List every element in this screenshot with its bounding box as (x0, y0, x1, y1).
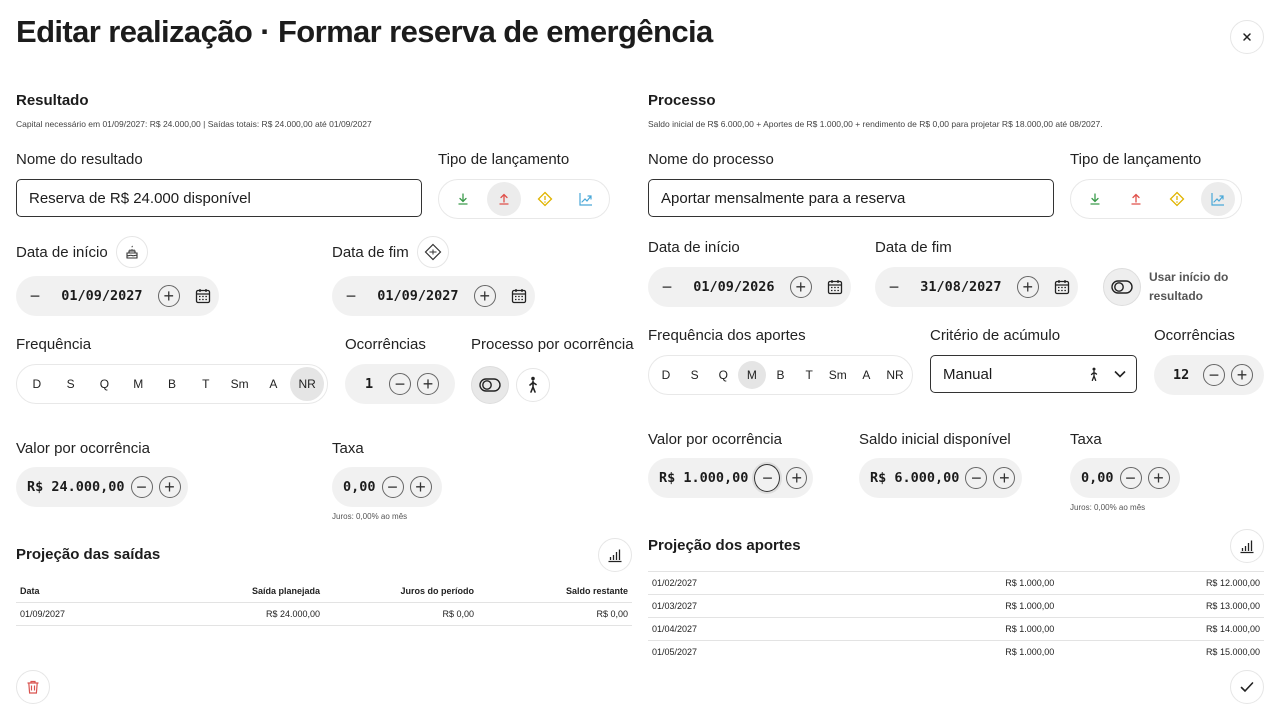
frequency-option-s[interactable]: S (66, 377, 75, 391)
minus-button[interactable]: − (345, 286, 357, 306)
criterion-value: Manual (943, 365, 993, 383)
frequency-option-a[interactable]: A (269, 377, 278, 391)
minus-button[interactable]: − (382, 476, 404, 498)
result-projection-table (16, 580, 632, 626)
process-rate-label: Taxa (1070, 431, 1102, 448)
initial-balance-label: Saldo inicial disponível (859, 431, 1011, 448)
type-warning-option[interactable] (1160, 182, 1194, 216)
result-rate-value: 0,00 (343, 479, 376, 495)
result-start-label: Data de início (16, 243, 108, 261)
warning-diamond-icon (1169, 191, 1185, 207)
process-start-label: Data de início (648, 239, 740, 256)
plus-button[interactable]: + (790, 276, 812, 298)
plus-button[interactable]: + (159, 476, 181, 498)
initial-balance-field[interactable] (859, 458, 1022, 498)
table-cell: R$ 1.000,00 (1005, 601, 1055, 611)
frequency-option-nr[interactable]: NR (290, 367, 324, 401)
result-type-label: Tipo de lançamento (438, 151, 570, 168)
frequency-option-d[interactable]: D (32, 377, 42, 391)
result-name-input[interactable]: Reserva de R$ 24.000 disponível (16, 179, 422, 217)
close-icon (1241, 31, 1253, 43)
table-cell: 01/03/2027 (652, 601, 698, 611)
frequency-option-q[interactable]: Q (718, 368, 728, 382)
chevron-down-icon (1114, 370, 1126, 378)
toggle-icon (479, 378, 501, 392)
bar-chart-icon (1239, 538, 1255, 554)
minus-button[interactable]: − (131, 476, 153, 498)
type-income-option[interactable] (446, 182, 480, 216)
result-occurrences-stepper[interactable] (345, 364, 455, 404)
use-result-start-label-line1: Usar início do (1149, 270, 1229, 284)
cake-icon (124, 244, 140, 260)
frequency-option-t[interactable]: T (202, 377, 210, 391)
initial-balance-value: R$ 6.000,00 (870, 470, 960, 486)
frequency-option-a[interactable]: A (862, 368, 871, 382)
frequency-option-s[interactable]: S (690, 368, 699, 382)
person-button[interactable] (516, 368, 550, 402)
plus-button[interactable]: + (158, 285, 180, 307)
bar-chart-icon (607, 547, 623, 563)
process-value-field[interactable] (648, 458, 813, 498)
frequency-option-sm[interactable]: Sm (230, 377, 249, 391)
result-projection-title: Projeção das saídas (16, 546, 161, 563)
trash-icon (25, 679, 41, 695)
type-invest-option[interactable] (569, 182, 603, 216)
result-value-amount: R$ 24.000,00 (27, 479, 125, 495)
process-type-label: Tipo de lançamento (1070, 151, 1202, 168)
table-row (648, 595, 1264, 618)
result-start-date-field[interactable] (16, 276, 219, 316)
column-header: Saldo restante (565, 586, 628, 596)
table-cell: R$ 0,00 (442, 609, 474, 619)
table-cell: R$ 24.000,00 (265, 609, 320, 619)
frequency-option-m[interactable]: M (738, 361, 766, 389)
process-end-date-value: 31/08/2027 (920, 279, 1002, 295)
process-rate-value: 0,00 (1081, 470, 1114, 486)
result-value-label: Valor por ocorrência (16, 440, 150, 457)
table-cell: 01/02/2027 (652, 578, 698, 588)
frequency-option-d[interactable]: D (661, 368, 671, 382)
arrow-down-icon (456, 192, 470, 206)
minus-button[interactable]: − (965, 467, 987, 489)
frequency-option-b[interactable]: B (776, 368, 785, 382)
result-start-date-value: 01/09/2027 (61, 288, 143, 304)
column-header: Saída planejada (251, 586, 320, 596)
walking-person-icon (526, 376, 540, 394)
use-result-start-label (1149, 268, 1228, 306)
table-cell: R$ 1.000,00 (1005, 647, 1055, 656)
plus-button[interactable]: + (410, 476, 432, 498)
result-rate-note: Juros: 0,00% ao mês (332, 512, 408, 521)
process-occurrences-stepper[interactable] (1154, 355, 1264, 395)
result-frequency-label: Frequência (16, 336, 92, 353)
frequency-option-b[interactable]: B (168, 377, 177, 391)
process-occurrences-label: Ocorrências (1154, 327, 1235, 344)
result-end-date-value: 01/09/2027 (377, 288, 459, 304)
diamond-icon (424, 243, 442, 261)
table-cell: 01/09/2027 (20, 609, 66, 619)
plus-button[interactable]: + (1231, 364, 1253, 386)
calendar-icon[interactable] (195, 288, 211, 304)
process-frequency-label: Frequência dos aportes (648, 327, 806, 344)
table-cell: 01/05/2027 (652, 647, 698, 656)
table-row (648, 618, 1264, 641)
arrow-down-icon (1088, 192, 1102, 206)
result-occurrences-label: Ocorrências (345, 336, 426, 353)
process-end-label: Data de fim (875, 239, 952, 256)
frequency-option-nr[interactable]: NR (886, 368, 904, 382)
page-title: Editar realização · Formar reserva de emergência (16, 14, 713, 49)
plus-button[interactable]: + (417, 373, 439, 395)
table-cell: R$ 13.000,00 (1205, 601, 1260, 611)
column-header: Juros do período (400, 586, 474, 596)
diamond-button[interactable] (417, 236, 449, 268)
minus-button[interactable]: − (1203, 364, 1225, 386)
type-warning-option[interactable] (528, 182, 562, 216)
frequency-option-t[interactable]: T (805, 368, 813, 382)
column-header: Data (20, 586, 40, 596)
result-value-field[interactable] (16, 467, 188, 507)
frequency-option-q[interactable]: Q (99, 377, 110, 391)
walking-person-icon (1088, 367, 1100, 382)
arrow-up-icon (1129, 192, 1143, 206)
result-rate-label: Taxa (332, 440, 364, 457)
process-name-input[interactable]: Aportar mensalmente para a reserva (648, 179, 1054, 217)
warning-diamond-icon (537, 191, 553, 207)
result-type-toggle[interactable] (438, 179, 610, 219)
process-type-toggle[interactable] (1070, 179, 1242, 219)
result-end-date-field[interactable] (332, 276, 535, 316)
table-header-row (16, 580, 632, 603)
type-income-option[interactable] (1078, 182, 1112, 216)
toggle-process-button[interactable] (471, 366, 509, 404)
arrow-up-icon (497, 192, 511, 206)
process-value-label: Valor por ocorrência (648, 431, 782, 448)
table-cell: R$ 0,00 (596, 609, 628, 619)
process-rate-note: Juros: 0,00% ao mês (1070, 503, 1146, 512)
process-occurrences-value: 12 (1173, 367, 1190, 383)
cake-button[interactable] (116, 236, 148, 268)
result-rate-field[interactable] (332, 467, 442, 507)
type-invest-option[interactable] (1201, 182, 1235, 216)
result-end-label: Data de fim (332, 243, 409, 261)
table-cell: R$ 1.000,00 (1005, 624, 1055, 634)
minus-button[interactable]: − (888, 277, 900, 297)
frequency-option-m[interactable]: M (133, 377, 144, 391)
table-cell: 01/04/2027 (652, 624, 698, 634)
plus-button[interactable]: + (1148, 467, 1170, 489)
result-section-title: Resultado (16, 92, 89, 109)
table-cell: R$ 15.000,00 (1205, 647, 1260, 656)
plus-button[interactable]: + (474, 285, 496, 307)
use-result-start-label-line2: resultado (1149, 289, 1204, 303)
process-end-date-field[interactable] (875, 267, 1078, 307)
process-value-amount: R$ 1.000,00 (659, 470, 749, 486)
check-icon (1240, 681, 1254, 693)
process-name-label: Nome do processo (648, 151, 774, 168)
minus-button[interactable]: − (1120, 467, 1142, 489)
table-cell: R$ 14.000,00 (1205, 624, 1260, 634)
type-expense-option[interactable] (487, 182, 521, 216)
table-row (648, 641, 1264, 656)
result-frequency-selector[interactable] (16, 364, 328, 404)
close-button[interactable] (1230, 20, 1264, 54)
result-name-label: Nome do resultado (16, 151, 143, 168)
toggle-icon (1111, 280, 1133, 294)
plus-button[interactable]: + (993, 467, 1015, 489)
result-summary: Capital necessário em 01/09/2027: R$ 24.000,00 | Saídas totais: R$ 24.000,00 até 01/09/2027 (16, 119, 372, 129)
minus-button[interactable]: − (661, 277, 673, 297)
delete-button[interactable] (16, 670, 50, 704)
table-cell: R$ 12.000,00 (1205, 578, 1260, 588)
use-result-start-toggle[interactable] (1103, 268, 1141, 306)
process-rate-field[interactable] (1070, 458, 1180, 498)
minus-button[interactable]: − (29, 286, 41, 306)
confirm-button[interactable] (1230, 670, 1264, 704)
process-start-date-field[interactable] (648, 267, 851, 307)
process-projection-table (648, 571, 1264, 656)
type-expense-option[interactable] (1119, 182, 1153, 216)
plus-button[interactable]: + (786, 467, 807, 489)
process-summary: Saldo inicial de R$ 6.000,00 + Aportes de R$ 1.000,00 + rendimento de R$ 0,00 para projetar R$ 18.000,00 até 08/2027. (648, 119, 1103, 129)
trend-up-icon (1210, 191, 1226, 207)
calendar-icon[interactable] (1054, 279, 1070, 295)
process-chart-button[interactable] (1230, 529, 1264, 563)
result-occurrences-value: 1 (365, 376, 374, 392)
table-cell: R$ 1.000,00 (1005, 578, 1055, 588)
process-section-title: Processo (648, 92, 716, 109)
trend-up-icon (578, 191, 594, 207)
process-frequency-selector[interactable] (648, 355, 913, 395)
process-projection-title: Projeção dos aportes (648, 537, 801, 554)
criterion-label: Critério de acúmulo (930, 327, 1061, 344)
frequency-option-sm[interactable]: Sm (828, 368, 847, 382)
criterion-select[interactable] (930, 355, 1137, 393)
table-row (648, 572, 1264, 595)
process-start-date-value: 01/09/2026 (693, 279, 775, 295)
table-row (16, 603, 632, 626)
minus-button[interactable]: − (389, 373, 411, 395)
minus-button[interactable]: − (754, 464, 780, 492)
plus-button[interactable]: + (1017, 276, 1039, 298)
calendar-icon[interactable] (827, 279, 843, 295)
calendar-icon[interactable] (511, 288, 527, 304)
process-per-occurrence-label: Processo por ocorrência (471, 336, 634, 353)
result-chart-button[interactable] (598, 538, 632, 572)
